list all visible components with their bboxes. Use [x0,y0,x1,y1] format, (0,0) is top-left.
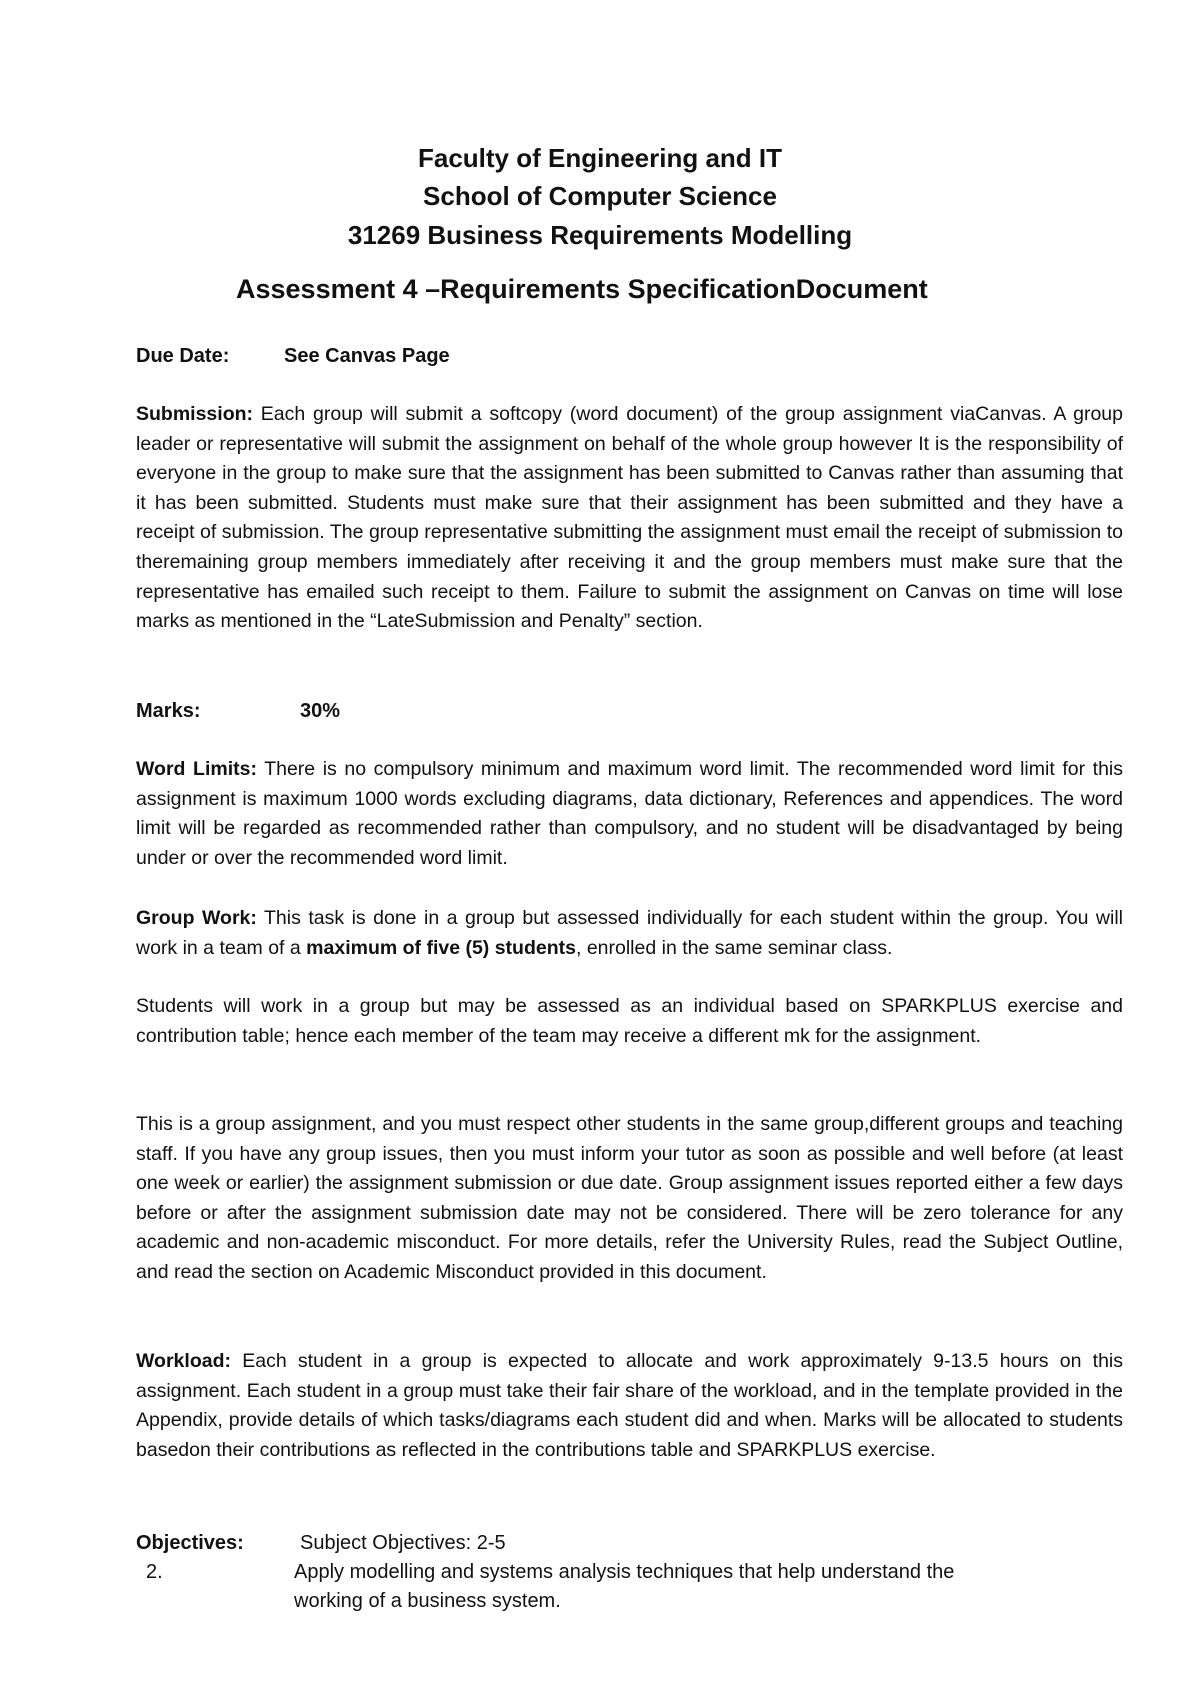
submission-text: Each group will submit a softcopy (word document) of the group assignment viaCanvas. A group leader or representative will submit the assignment on behalf of the whole group however It is the responsibility of everyone in the group to make sure that the assignment has been submitted to Canvas rather than assuming that it has been submitted. Students must make sure that their assignment has been submitted and they have a receipt of submission. The group representative submitting the assignment must email the receipt of submission to theremaining group members immediately after receiving it and the group members must make sure that the representative has emailed such receipt to them. Failure to submit the assignment on Canvas on time will lose marks as mentioned in the “LateSubmission and Penalty” section. [136,403,1123,633]
word-limits-text: There is no compulsory minimum and maximum word limit. The recommended word limit for this assignment is maximum 1000 words excluding diagrams, data dictionary, References and appendices. The word limit will be regarded as recommended rather than compulsory, and no student will be disadvantaged by being under or over the recommended word limit. [136,758,1123,869]
objective-line: Apply modelling and systems analysis techniques that help understand the [294,1561,955,1583]
school-title: School of Computer Science [423,181,777,211]
word-limits-paragraph [136,755,1123,873]
subject-title: 31269 Business Requirements Modelling [347,220,853,250]
submission-label: Submission: [136,403,254,425]
marks-label: Marks: [136,700,201,722]
group-work-team-size: maximum of five (5) students [306,936,576,959]
assessment-title: Assessment 4 –Requirements SpecificationDocument [236,274,928,304]
workload-label: Workload: [136,1350,231,1372]
objectives-value: Subject Objectives: 2-5 [300,1532,506,1554]
due-date-value: See Canvas Page [284,345,450,367]
objective-line: working of a business system. [294,1590,561,1612]
group-work-text-after: , enrolled in the same seminar class. [575,936,893,959]
submission-paragraph [136,400,1123,637]
objectives-label: Objectives: [136,1532,244,1554]
marks-value: 30% [300,700,341,722]
group-conduct-paragraph: This is a group assignment, and you must respect other students in the same group,different groups and teaching staff. If you have any group issues, then you must inform your tutor as soon as possible and well before (at least one week or earlier) the assignment submission or due date. Group assignment issues reported either a few days before or after the assignment submission date may not be considered. There will be zero tolerance for any academic and non-academic misconduct. For more details, refer the University Rules, read the Subject Outline, and read the section on Academic Misconduct provided in this document. [136,1113,1123,1283]
objective-number: 2. [146,1561,163,1583]
faculty-title: Faculty of Engineering and IT [417,143,783,173]
group-work-label: Group Work: [136,907,257,929]
assessed-individual-paragraph: Students will work in a group but may be assessed as an individual based on SPARKPLUS exercise and contribution table; hence each member of the team may receive a different mk for the assignment. [136,995,1123,1047]
workload-text: Each student in a group is expected to allocate and work approximately 9-13.5 hours on this assignment. Each student in a group must take their fair share of the workload, and in the template provided in the Appendix, provide details of which tasks/diagrams each student did and when. Marks will be allocated to students basedon their contributions as reflected in the contributions table and SPARKPLUS exercise. [136,1350,1123,1461]
group-work-paragraph [136,904,1123,963]
word-limits-label: Word Limits: [136,758,257,780]
group-work-text-before: This task is done in a group but assessed individually for each student within the group. You will work in a team of a [136,907,1123,959]
due-date-label: Due Date: [136,345,230,367]
workload-paragraph [136,1347,1123,1465]
